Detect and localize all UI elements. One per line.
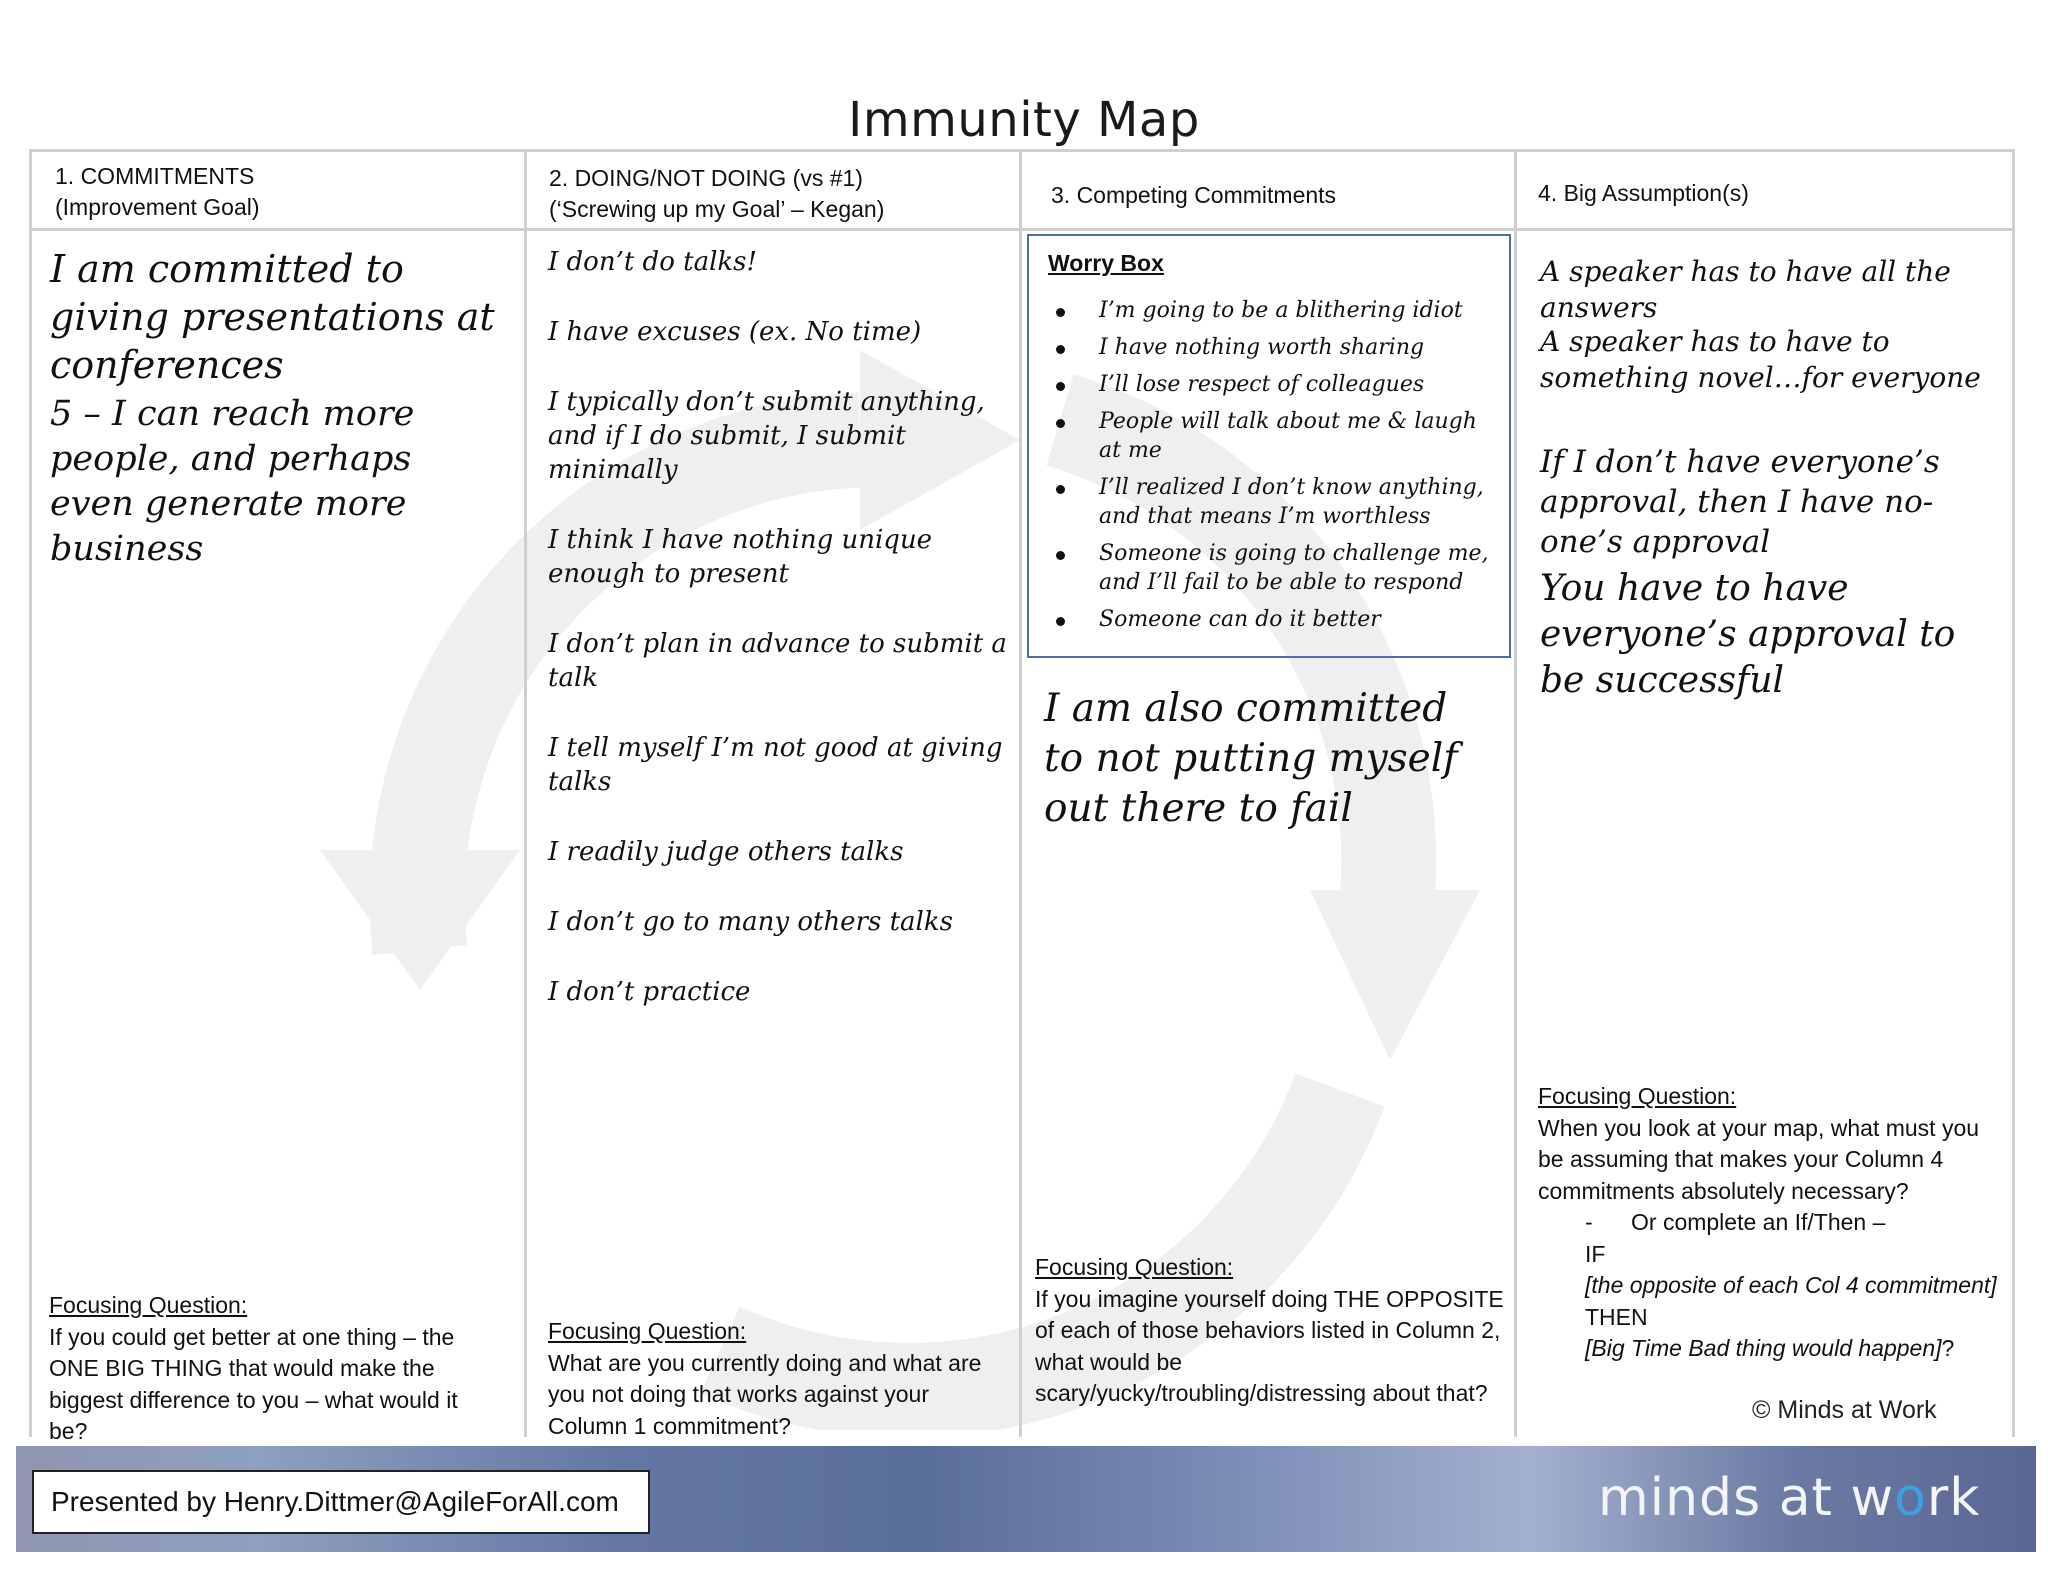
column-3-title: 3. Competing Commitments xyxy=(1051,182,1337,208)
worry-box-title: Worry Box xyxy=(1048,250,1164,276)
doing-not-doing-list xyxy=(548,245,1008,1045)
list-item: I think I have nothing unique enough to present xyxy=(548,525,933,589)
list-item: I don’t practice xyxy=(548,977,751,1007)
focusing-question-label: Focusing Question: xyxy=(49,1292,248,1318)
column-2-title: 2. DOING/NOT DOING (vs #1) xyxy=(549,165,863,191)
column-divider xyxy=(1514,149,1517,1437)
header-divider xyxy=(29,228,2015,231)
if-placeholder: [the opposite of each Col 4 commitment] xyxy=(1585,1272,1997,1298)
focusing-question-label: Focusing Question: xyxy=(548,1318,747,1344)
column-divider xyxy=(524,149,527,1437)
copyright-notice: © Minds at Work xyxy=(1752,1396,1937,1424)
focusing-question-text: When you look at your map, what must you be assuming that makes your Column 4 commitments absolutely necessary? xyxy=(1538,1114,1980,1204)
page-title: Immunity Map xyxy=(848,92,1200,148)
question-mark: ? xyxy=(1941,1335,1955,1361)
competing-commitment: I am also committed to not putting myself out there to fail xyxy=(1044,686,1458,831)
column-1-subtitle: (Improvement Goal) xyxy=(55,194,260,220)
focusing-question-text: What are you currently doing and what are you not doing that works against your Column 1 commitment? xyxy=(548,1349,982,1439)
list-item: I don’t do talks! xyxy=(548,247,757,277)
then-text xyxy=(1538,1333,2008,1365)
big-assumption: You have to have everyone’s approval to be successful xyxy=(1540,568,1956,701)
logo-text: rk xyxy=(1926,1468,1981,1528)
then-label: THEN xyxy=(1585,1303,1648,1330)
commitment-reason: 5 – I can reach more people, and perhaps even generate more business xyxy=(50,394,415,569)
column-3-focusing-question xyxy=(1035,1252,1505,1410)
list-item: I’m going to be a blithering idiot xyxy=(1053,296,1503,325)
column-1-header xyxy=(55,161,260,223)
minds-at-work-logo xyxy=(1598,1468,1980,1528)
list-item: Someone is going to challenge me, and I’ll fail to be able to respond xyxy=(1053,539,1503,597)
dash-marker: - xyxy=(1585,1209,1593,1235)
list-item: I readily judge others talks xyxy=(548,837,904,867)
column-4-focusing-question xyxy=(1538,1081,2008,1365)
big-assumption: A speaker has to have to something novel…for everyone xyxy=(1540,325,1981,394)
column-4-header xyxy=(1538,178,1749,209)
list-item: I tell myself I’m not good at giving talks xyxy=(548,733,1003,797)
focusing-question-text: If you could get better at one thing – the ONE BIG THING that would make the biggest difference to you – what would it be? xyxy=(49,1323,458,1444)
if-then-option xyxy=(1538,1207,2008,1239)
column-4-title: 4. Big Assumption(s) xyxy=(1538,180,1749,206)
if-text xyxy=(1538,1270,2008,1302)
list-item: I don’t plan in advance to submit a talk xyxy=(548,629,1007,693)
list-item: I’ll lose respect of colleagues xyxy=(1053,370,1503,399)
column-2-header xyxy=(549,163,884,225)
worry-box xyxy=(1027,234,1511,658)
list-item: I don’t go to many others talks xyxy=(548,907,953,937)
focusing-question-label: Focusing Question: xyxy=(1035,1254,1234,1280)
logo-text: minds at w xyxy=(1598,1468,1894,1528)
list-item: Someone can do it better xyxy=(1053,605,1503,634)
if-label: IF xyxy=(1585,1240,1606,1267)
column-3-header xyxy=(1051,180,1336,211)
list-item: People will talk about me & laugh at me xyxy=(1053,407,1503,465)
column-2-focusing-question xyxy=(548,1316,1008,1442)
list-item: I’ll realized I don’t know anything, and that means I’m worthless xyxy=(1053,473,1503,531)
commitment-text: I am committed to giving presentations at conferences xyxy=(50,247,495,387)
list-item: I have excuses (ex. No time) xyxy=(548,317,922,347)
big-assumption: A speaker has to have all the answers xyxy=(1540,255,1951,324)
list-item: I typically don’t submit anything, and if I do submit, I submit minimally xyxy=(548,387,985,485)
focusing-question-text: If you imagine yourself doing THE OPPOSITE of each of those behaviors listed in Column 2, what would be scary/yucky/troubling/distressing about that? xyxy=(1035,1285,1504,1406)
then-placeholder: [Big Time Bad thing would happen] xyxy=(1585,1335,1942,1361)
focusing-question-label: Focusing Question: xyxy=(1538,1083,1737,1109)
column-1-title: 1. COMMITMENTS xyxy=(55,163,255,189)
worry-list xyxy=(1053,296,1503,642)
column-divider xyxy=(1019,149,1022,1437)
column-1-focusing-question xyxy=(49,1290,499,1448)
presenter-credit: Presented by Henry.Dittmer@AgileForAll.com xyxy=(32,1470,650,1534)
big-assumption: If I don’t have everyone’s approval, then I have no-one’s approval xyxy=(1540,444,1940,560)
list-item: I have nothing worth sharing xyxy=(1053,333,1503,362)
if-then-text: Or complete an If/Then – xyxy=(1631,1209,1886,1235)
column-2-subtitle: (‘Screwing up my Goal’ – Kegan) xyxy=(549,196,885,222)
logo-cycle-icon: o xyxy=(1894,1468,1927,1528)
